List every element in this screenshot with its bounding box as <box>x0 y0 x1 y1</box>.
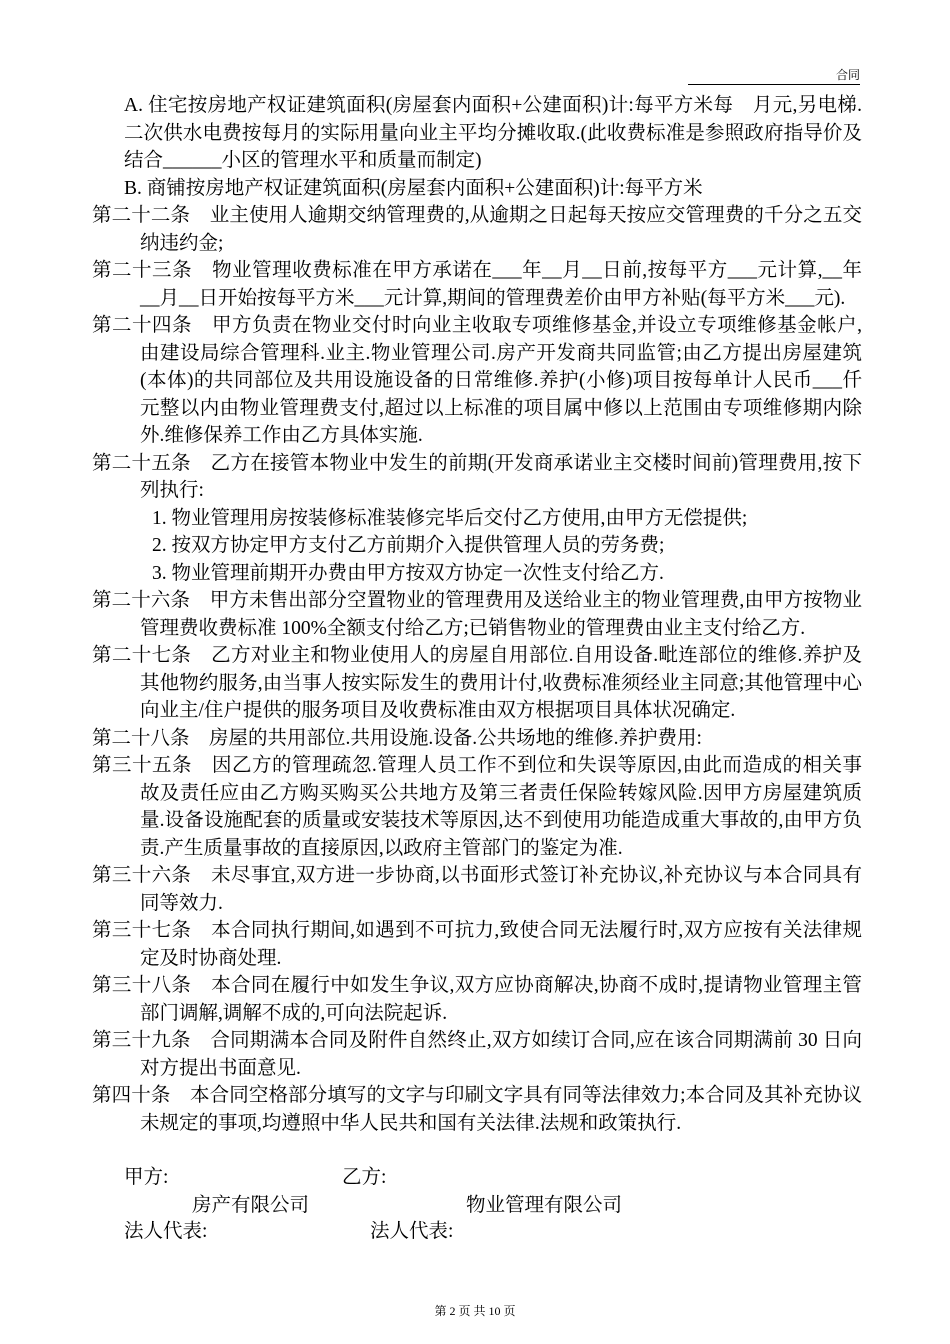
clause-a: A. 住宅按房地产权证建筑面积(房屋套内面积+公建面积)计:每平方米每 月元,另电梯.二次供水电费按每月的实际用量向业主平均分摊收取.(此收费标准是参照政府指导价及结合______小区的管理水平和质量而制定) <box>124 95 862 171</box>
clause-b: B. 商铺按房地产权证建筑面积(房屋套内面积+公建面积)计:每平方米 <box>124 177 703 199</box>
party-a-label: 甲方: <box>124 1167 169 1188</box>
party-b-company: 物业管理有限公司 <box>466 1195 623 1216</box>
article-28: 第二十八条 房屋的共用部位.共用设施.设备.公共场地的维修.养护费用: <box>92 727 702 749</box>
article-26: 第二十六条 甲方未售出部分空置物业的管理费用及送给业主的物业管理费,由甲方按物业管理费收费标准 100%全额支付给乙方;已销售物业的管理费由业主支付给乙方. <box>92 590 862 639</box>
article-25-item-1: 1. 物业管理用房按装修标准装修完毕后交付乙方使用,由甲方无偿提供; <box>152 507 748 529</box>
party-a-representative: 法人代表: <box>124 1221 208 1242</box>
article-37: 第三十七条 本合同执行期间,如遇到不可抗力,致使合同无法履行时,双方应按有关法律规定及时协商处理. <box>92 920 862 969</box>
article-40: 第四十条 本合同空格部分填写的文字与印刷文字具有同等法律效力;本合同及其补充协议未规定的事项,均遵照中华人民共和国有关法律.法规和政策执行. <box>92 1085 862 1134</box>
article-25-item-3: 3. 物业管理前期开办费由甲方按双方协定一次性支付给乙方. <box>152 562 664 584</box>
article-22: 第二十二条 业主使用人逾期交纳管理费的,从逾期之日起每天按应交管理费的千分之五交纳违约金; <box>92 205 862 254</box>
party-b-representative: 法人代表: <box>370 1221 454 1242</box>
party-b-label: 乙方: <box>342 1167 387 1188</box>
article-25-item-2: 2. 按双方协定甲方支付乙方前期介入提供管理人员的劳务费; <box>152 535 665 556</box>
party-a-company: 房产有限公司 <box>192 1195 310 1216</box>
article-35: 第三十五条 因乙方的管理疏忽.管理人员工作不到位和失误等原因,由此而造成的相关事故及责任应由乙方购买购买公共地方及第三者责任保险转嫁风险.因甲方房屋建筑质量.设备设施配套的质量或安装技术等原因,达不到使用功能造成重大事故的,由甲方负责.产生质量事故的直接原因,以政府主管部门的鉴定为准. <box>92 755 862 859</box>
page-number: 第 2 页 共 10 页 <box>434 1304 516 1318</box>
article-25: 第二十五条 乙方在接管本物业中发生的前期(开发商承诺业主交楼时间前)管理费用,按下列执行: <box>92 452 862 501</box>
article-36: 第三十六条 未尽事宜,双方进一步协商,以书面形式签订补充协议,补充协议与本合同具有同等效力. <box>92 865 862 914</box>
document-body <box>92 92 862 1137</box>
page-header: 合同 <box>688 66 860 85</box>
article-24: 第二十四条 甲方负责在物业交付时向业主收取专项维修基金,并设立专项维修基金帐户,由建设局综合管理科.业主.物业管理公司.房产开发商共同监管;由乙方提出房屋建筑(本体)的共同部位及共用设施设备的日常维修.养护(小修)项目按每单计人民币___仟元整以内由物业管理费支付,超过以上标准的项目属中修以上范围由专项维修期内除外.维修保养工作由乙方具体实施. <box>92 315 862 446</box>
article-23: 第二十三条 物业管理收费标准在甲方承诺在___年__月__日前,按每平方___元计算,__年__月__日开始按每平方米___元计算,期间的管理费差价由甲方补贴(每平方米___元). <box>92 260 862 309</box>
article-39: 第三十九条 合同期满本合同及附件自然终止,双方如续订合同,应在该合同期满前 30 日向对方提出书面意见. <box>92 1030 862 1079</box>
article-27: 第二十七条 乙方对业主和物业使用人的房屋自用部位.自用设备.毗连部位的维修.养护及其他物约服务,由当事人按实际发生的费用计付,收费标准须经业主同意;其他管理中心向业主/住户提供的服务项目及收费标准由双方根据项目具体状况确定. <box>92 645 862 721</box>
article-38: 第三十八条 本合同在履行中如发生争议,双方应协商解决,协商不成时,提请物业管理主管部门调解,调解不成的,可向法院起诉. <box>92 975 862 1024</box>
